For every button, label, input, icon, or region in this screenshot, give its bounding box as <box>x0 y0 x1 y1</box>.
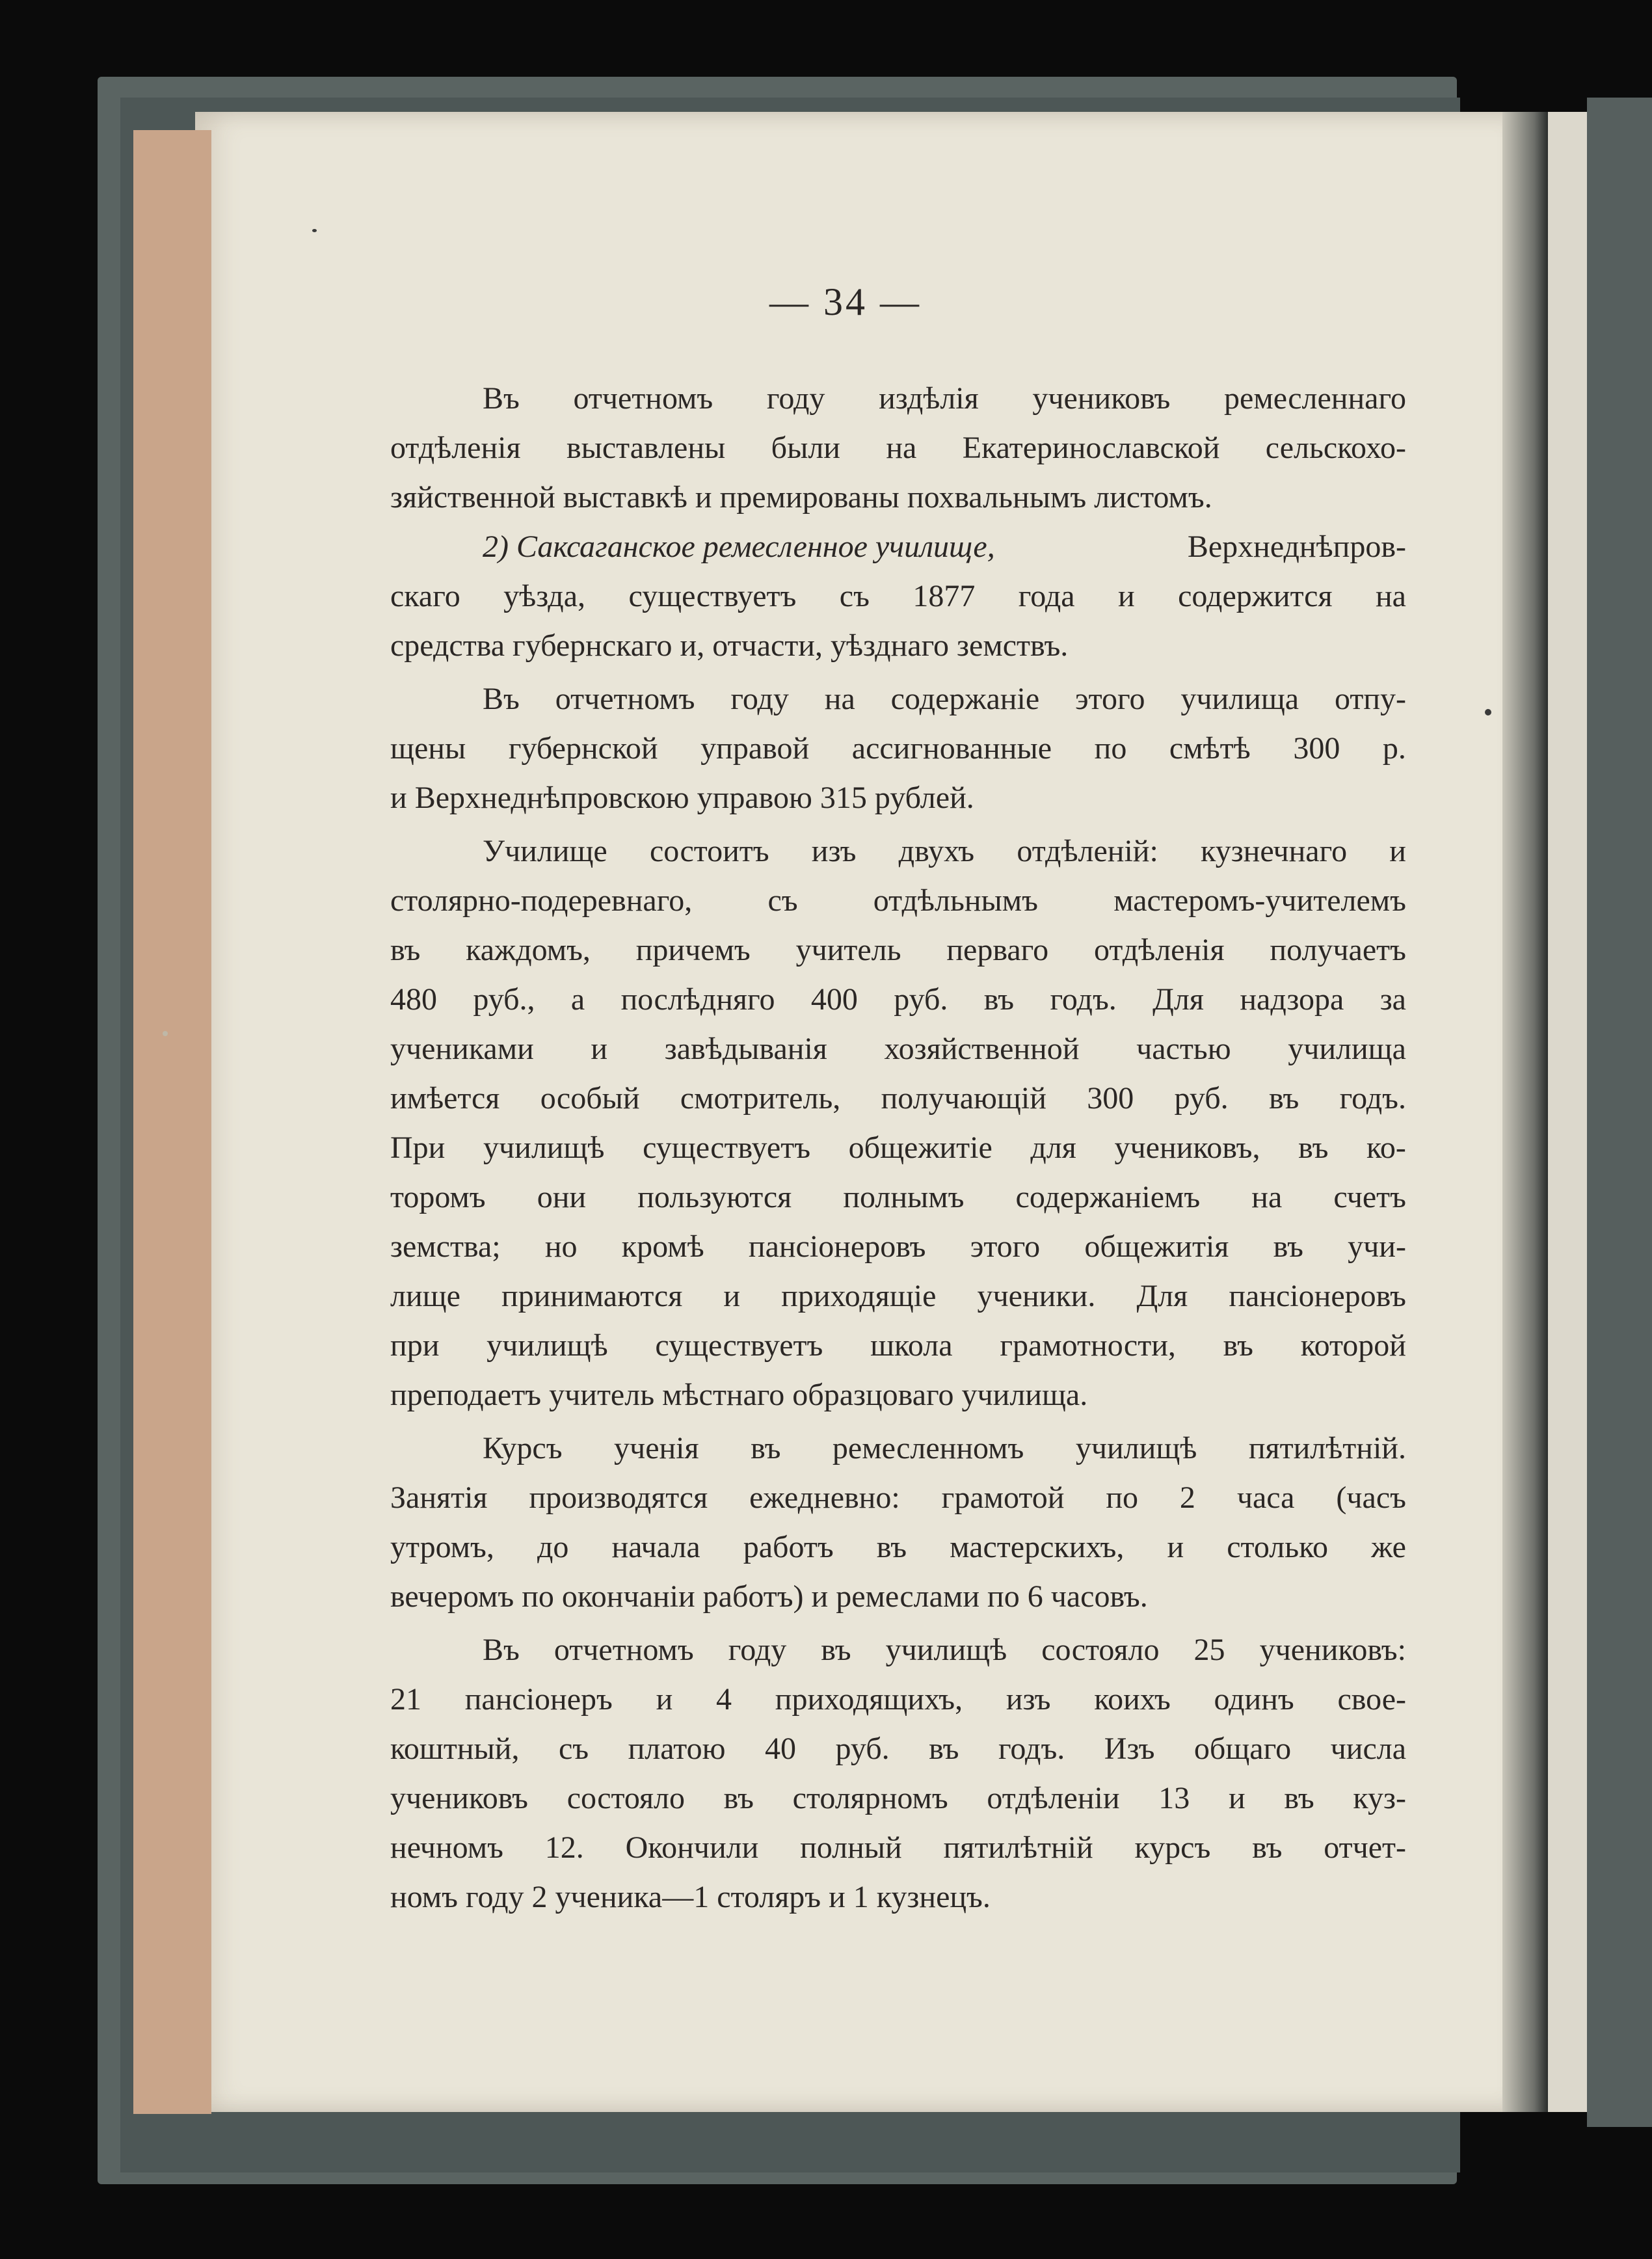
word: для <box>1030 1130 1076 1165</box>
text-line <box>390 926 1406 975</box>
word: учениками <box>390 1032 534 1066</box>
word: Въ <box>483 381 520 416</box>
word: Екатеринославской <box>962 431 1220 465</box>
word: ко- <box>1366 1130 1406 1165</box>
text-line <box>390 1123 1406 1173</box>
word: на <box>824 682 855 716</box>
word: въ <box>1284 1781 1314 1815</box>
word: двухъ <box>898 834 975 868</box>
word: Для <box>1136 1279 1188 1313</box>
word: существуетъ <box>655 1328 823 1363</box>
word: училищѣ <box>486 1328 608 1363</box>
word: Окончили <box>625 1830 759 1865</box>
word: руб. <box>894 982 948 1017</box>
word: содержаніе <box>890 682 1040 716</box>
page-speck <box>312 229 317 232</box>
word: и <box>656 1682 673 1717</box>
word: въ <box>1268 1081 1299 1116</box>
page-number: — 34 — <box>769 280 922 323</box>
word: училища <box>1288 1032 1406 1066</box>
word: коихъ <box>1094 1682 1171 1717</box>
word: учениковъ <box>390 1781 528 1815</box>
page-speck <box>1485 709 1491 715</box>
word: одинъ <box>1214 1682 1294 1717</box>
word: изъ <box>1006 1682 1051 1717</box>
text-line <box>390 827 1406 876</box>
word: отчетномъ <box>555 682 695 716</box>
word: содержаніемъ <box>1015 1180 1201 1214</box>
word: руб. <box>1174 1081 1229 1116</box>
italic-heading: 2) Саксаганское ремесленное училище, <box>483 529 995 564</box>
word: а <box>570 982 585 1017</box>
text-line <box>390 1774 1406 1823</box>
word: приходящіе <box>781 1279 937 1313</box>
word: производятся <box>529 1480 708 1515</box>
word: состоитъ <box>649 834 769 868</box>
word: отчет- <box>1324 1830 1406 1865</box>
word: на <box>1375 579 1406 613</box>
word: издѣлія <box>879 381 979 416</box>
word: грамотой <box>941 1480 1065 1515</box>
word: начала <box>611 1530 700 1564</box>
word: пансіонеровъ <box>748 1229 926 1264</box>
word: ремесленномъ <box>832 1431 1024 1465</box>
word: хозяйственной <box>884 1032 1080 1066</box>
text-line <box>390 473 1406 522</box>
word: учи- <box>1348 1229 1406 1264</box>
word: торомъ <box>390 1180 486 1214</box>
word: въ <box>1252 1830 1283 1865</box>
word: мастеромъ-учителемъ <box>1113 883 1406 918</box>
word: 400 <box>810 982 858 1017</box>
word: въ <box>1273 1229 1303 1264</box>
text-line <box>390 724 1406 773</box>
word: сельскохо- <box>1265 431 1406 465</box>
word: въ <box>983 982 1015 1017</box>
word: смотритель, <box>680 1081 841 1116</box>
word: скаго <box>390 579 460 613</box>
word: причемъ <box>635 933 751 967</box>
word: кромѣ <box>621 1229 704 1264</box>
word: отдѣльнымъ <box>873 883 1038 918</box>
word: отдѣленіи <box>987 1781 1120 1815</box>
text-line <box>390 423 1406 473</box>
word: ученики. <box>977 1279 1096 1313</box>
word: смѣтѣ <box>1169 731 1251 766</box>
word: 40 <box>764 1731 796 1766</box>
word: училищѣ <box>1075 1431 1197 1465</box>
word: изъ <box>811 834 857 868</box>
word: годъ. <box>1339 1081 1406 1116</box>
word: ассигнованные <box>851 731 1052 766</box>
book-cover-right <box>1587 98 1652 2127</box>
line-text: и Верхнеднѣпровскою управою 315 рублей. <box>390 781 974 815</box>
word: столярно-подеревнаго, <box>390 883 693 918</box>
word: работъ <box>743 1530 834 1564</box>
word: управой <box>700 731 810 766</box>
word: завѣдыванія <box>664 1032 827 1066</box>
word: Училище <box>483 834 607 868</box>
word: куз- <box>1353 1781 1406 1815</box>
word: году <box>730 682 789 716</box>
word: съ <box>558 1731 589 1766</box>
word: и <box>1118 579 1135 613</box>
word: отдѣленія <box>390 431 521 465</box>
word: 21 <box>390 1682 421 1717</box>
word: состояло <box>1041 1633 1160 1667</box>
word: нечномъ <box>390 1830 503 1865</box>
text-line <box>390 1024 1406 1074</box>
word: были <box>771 431 840 465</box>
word: пансіонеровъ <box>1229 1279 1406 1313</box>
word: кузнечнаго <box>1201 834 1348 868</box>
word: особый <box>540 1081 640 1116</box>
word: 4 <box>716 1682 732 1717</box>
word: Занятія <box>390 1480 488 1515</box>
text-line <box>390 675 1406 724</box>
text-line <box>390 1625 1406 1675</box>
word: на <box>1251 1180 1283 1214</box>
text-line <box>390 1321 1406 1370</box>
word: на <box>886 431 917 465</box>
word: каждомъ, <box>466 933 591 967</box>
word: Въ <box>483 1633 520 1667</box>
word: существуетъ <box>628 579 797 613</box>
word: училища <box>1180 682 1299 716</box>
word: этого <box>970 1229 1041 1264</box>
word: отпу- <box>1334 682 1406 716</box>
word: учитель <box>795 933 901 967</box>
word: 13 <box>1158 1781 1190 1815</box>
word: въ <box>821 1633 851 1667</box>
word: Изъ <box>1104 1731 1155 1766</box>
text-line <box>390 1823 1406 1873</box>
word: полный <box>800 1830 902 1865</box>
word: губернской <box>508 731 658 766</box>
word: пятилѣтній <box>943 1830 1093 1865</box>
word: общежитія <box>1084 1229 1229 1264</box>
word: коштный, <box>390 1731 520 1766</box>
word: съ <box>767 883 798 918</box>
word: часа <box>1236 1480 1295 1515</box>
word: состояло <box>566 1781 685 1815</box>
word: 2 <box>1179 1480 1195 1515</box>
text-line <box>390 522 1406 572</box>
word: году <box>766 381 825 416</box>
text-line <box>390 1572 1406 1622</box>
word: послѣдняго <box>620 982 775 1017</box>
line-text: зяйственной выставкѣ и премированы похвальнымъ листомъ. <box>390 480 1212 515</box>
word: свое- <box>1337 1682 1406 1717</box>
word: получаетъ <box>1270 933 1406 967</box>
text-line <box>390 1370 1406 1420</box>
word: Для <box>1152 982 1204 1017</box>
word: р. <box>1382 731 1406 766</box>
word: 1877 <box>913 579 976 613</box>
word: При <box>390 1130 446 1165</box>
word: въ <box>390 933 421 967</box>
word: школа <box>870 1328 953 1363</box>
word: отдѣленій: <box>1017 834 1158 868</box>
word: щены <box>390 731 466 766</box>
word: утромъ, <box>390 1530 494 1564</box>
text-line <box>390 975 1406 1024</box>
word: полнымъ <box>843 1180 965 1214</box>
word: училищѣ <box>885 1633 1007 1667</box>
word: принимаются <box>501 1279 683 1313</box>
word: по <box>1094 731 1127 766</box>
page-speck <box>163 1031 168 1036</box>
word: въ <box>1298 1130 1329 1165</box>
word: году <box>728 1633 787 1667</box>
word: ремесленнаго <box>1224 381 1406 416</box>
line-text: вечеромъ по окончаніи работъ) и ремеслами по 6 часовъ. <box>390 1579 1148 1614</box>
word: 480 <box>390 982 437 1017</box>
text-line <box>390 1272 1406 1321</box>
word: въ <box>751 1431 781 1465</box>
word: лище <box>390 1279 460 1313</box>
text-line <box>390 1675 1406 1724</box>
word: грамотности, <box>1000 1328 1176 1363</box>
word: въ <box>723 1781 754 1815</box>
word: Верхнеднѣпров- <box>1187 529 1406 564</box>
text-line <box>390 773 1406 823</box>
text-line <box>390 876 1406 926</box>
word: платою <box>628 1731 726 1766</box>
text-line <box>390 1222 1406 1272</box>
word: общежитіе <box>848 1130 993 1165</box>
word: пятилѣтній. <box>1248 1431 1406 1465</box>
text-line <box>390 621 1406 671</box>
word: 300 <box>1087 1081 1134 1116</box>
word: мастерскихъ, <box>950 1530 1125 1564</box>
word: училищѣ <box>483 1130 605 1165</box>
word: счетъ <box>1333 1180 1406 1214</box>
word: отдѣленія <box>1094 933 1225 967</box>
word: (часъ <box>1336 1480 1406 1515</box>
word: этого <box>1075 682 1145 716</box>
word: года <box>1018 579 1075 613</box>
text-line <box>390 1424 1406 1473</box>
word: перваго <box>946 933 1049 967</box>
body-text <box>390 374 1406 1922</box>
word: числа <box>1330 1731 1406 1766</box>
word: Въ <box>483 682 520 716</box>
book-spine-shadow <box>1502 112 1548 2112</box>
word: 12. <box>544 1830 584 1865</box>
word: и <box>1389 834 1406 868</box>
word: отчетномъ <box>573 381 713 416</box>
word: въ <box>876 1530 907 1564</box>
word: отчетномъ <box>553 1633 694 1667</box>
word: до <box>537 1530 569 1564</box>
word: общаго <box>1193 1731 1292 1766</box>
text-line <box>390 1074 1406 1123</box>
word: столько <box>1227 1530 1328 1564</box>
page-edge-stain <box>133 130 211 2114</box>
word: получающій <box>881 1081 1046 1116</box>
word: 25 <box>1193 1633 1225 1667</box>
word: пользуются <box>637 1180 792 1214</box>
word: и <box>723 1279 741 1313</box>
word: руб., <box>473 982 535 1017</box>
word: они <box>537 1180 587 1214</box>
word: годъ. <box>1050 982 1117 1017</box>
word: учениковъ: <box>1259 1633 1406 1667</box>
word: курсъ <box>1134 1830 1211 1865</box>
word: приходящихъ, <box>775 1682 963 1717</box>
word: выставлены <box>566 431 726 465</box>
word: Курсъ <box>483 1431 563 1465</box>
word: столярномъ <box>792 1781 948 1815</box>
word: и <box>1167 1530 1184 1564</box>
word: существуетъ <box>643 1130 811 1165</box>
word: частью <box>1136 1032 1231 1066</box>
word: земства; <box>390 1229 501 1264</box>
text-line <box>390 1173 1406 1222</box>
text-line <box>390 1724 1406 1774</box>
line-text: средства губернскаго и, отчасти, уѣзднаго земствъ. <box>390 628 1069 663</box>
word: руб. <box>835 1731 890 1766</box>
word: при <box>390 1328 440 1363</box>
word: съ <box>839 579 870 613</box>
word: уѣзда, <box>503 579 586 613</box>
word: пансіонеръ <box>464 1682 613 1717</box>
word: надзора <box>1240 982 1344 1017</box>
line-text: номъ году 2 ученика—1 столяръ и 1 кузнецъ. <box>390 1880 991 1914</box>
text-line <box>390 572 1406 621</box>
word: въ <box>1223 1328 1253 1363</box>
word: годъ. <box>998 1731 1065 1766</box>
word: учениковъ, <box>1114 1130 1260 1165</box>
word: учениковъ <box>1032 381 1171 416</box>
text-line <box>390 1473 1406 1523</box>
word: ежедневно: <box>749 1480 900 1515</box>
word: 300 <box>1293 731 1340 766</box>
word: по <box>1106 1480 1138 1515</box>
word: но <box>544 1229 578 1264</box>
word: же <box>1371 1530 1406 1564</box>
line-text: преподаетъ учитель мѣстнаго образцоваго училища. <box>390 1378 1088 1412</box>
text-line <box>390 1873 1406 1922</box>
word: которой <box>1300 1328 1406 1363</box>
text-line <box>390 374 1406 423</box>
word: и <box>1228 1781 1246 1815</box>
word: въ <box>929 1731 959 1766</box>
word: и <box>591 1032 608 1066</box>
word: содержится <box>1178 579 1333 613</box>
word: ученія <box>614 1431 699 1465</box>
word: за <box>1379 982 1406 1017</box>
text-line <box>390 1523 1406 1572</box>
word: имѣется <box>390 1081 500 1116</box>
